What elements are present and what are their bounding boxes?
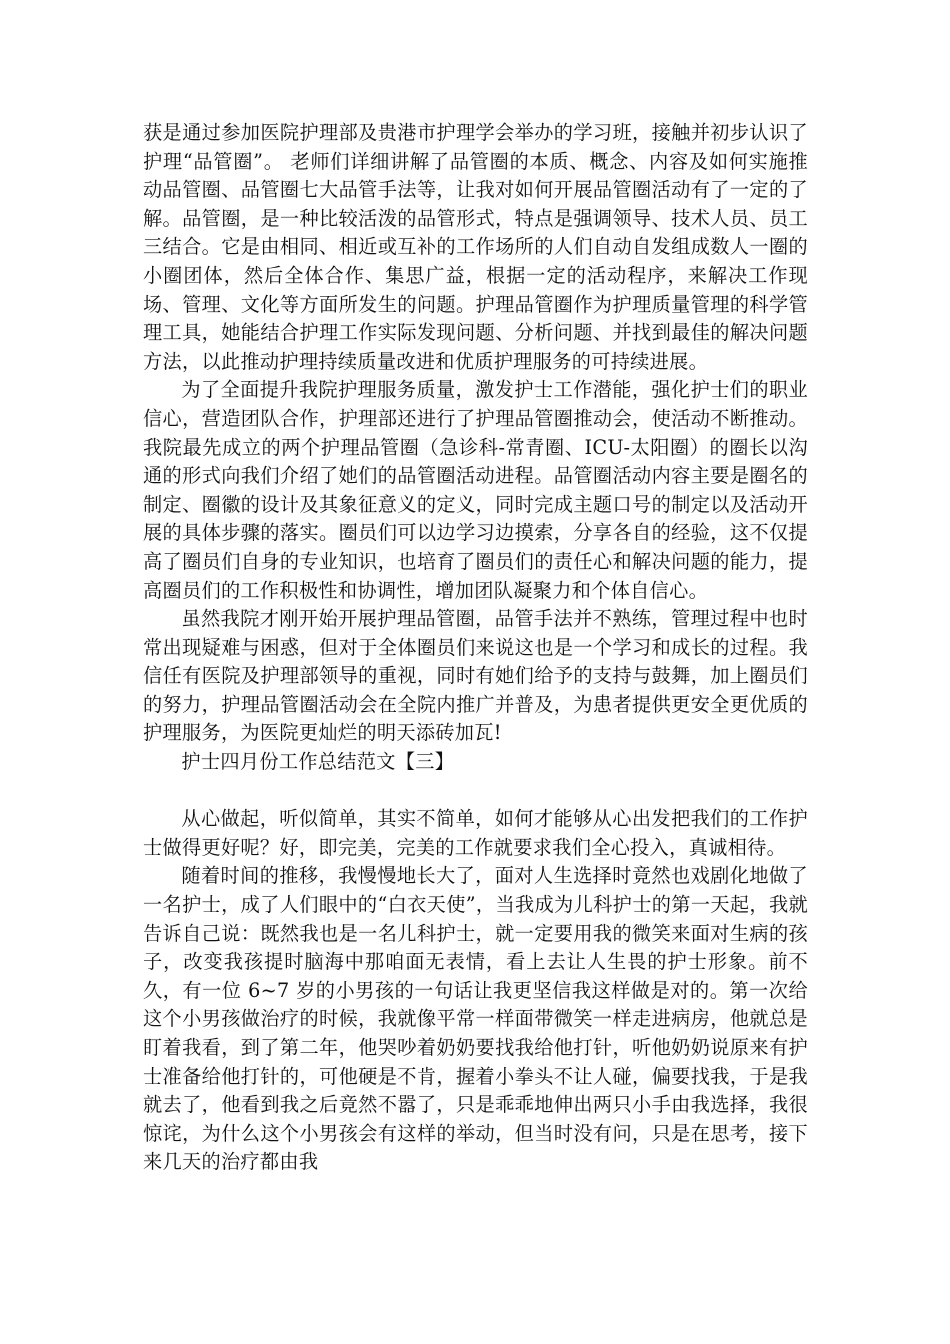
paragraph-5: 随着时间的推移，我慢慢地长大了，面对人生选择时竟然也戏剧化地做了一名护士，成了人们眼中的“白衣天使”，当我成为儿科护士的第一天起，我就告诉自己说：既然我也是一名儿科护士，就一定要用我的微笑来面对生病的孩子，改变我孩提时脑海中那咱面无表情，看上去让人生畏的护士形象。前不久，有一位 6~7 岁的小男孩的一句话让我更坚信我这样做是对的。第一次给这个小男孩做治疗的时候，我就像平常一样面带微笑一样走进病房，他就总是盯着我看，到了第二年，他哭吵着奶奶要找我给他打针，听他奶奶说原来有护士准备给他打针的，可他硬是不肯，握着小拳头不让人碰，偏要找我，于是我就去了，他看到我之后竟然不嚣了，只是乖乖地伸出两只小手由我选择，我很惊诧，为什么这个小男孩会有这样的举动，但当时没有问，只是在思考，接下来几天的治疗都由我 [143, 864, 808, 1174]
paragraph-4: 从心做起，听似简单，其实不简单，如何才能够从心出发把我们的工作护士做得更好呢？好，即完美，完美的工作就要求我们全心投入，真诚相待。 [143, 807, 808, 859]
section-heading: 护士四月份工作总结范文【三】 [181, 750, 455, 774]
document-page [143, 119, 808, 1177]
paragraph-3: 虽然我院才刚开始开展护理品管圈，品管手法并不熟练，管理过程中也时常出现疑难与困惑，但对于全体圈员们来说这也是一个学习和成长的过程。我信任有医院及护理部领导的重视，同时有她们给予的支持与鼓舞，加上圈员们的努力，护理品管圈活动会在全院内推广并普及，为患者提供更安全更优质的护理服务，为医院更灿烂的明天添砖加瓦! [143, 607, 808, 745]
blank-line [143, 777, 808, 806]
paragraph-2: 为了全面提升我院护理服务质量，激发护士工作潜能，强化护士们的职业信心，营造团队合作，护理部还进行了护理品管圈推动会，使活动不断推动。我院最先成立的两个护理品管圈（急诊科-常青圈、ICU-太阳圈）的圈长以沟通的形式向我们介绍了她们的品管圈活动进程。品管圈活动内容主要是圈名的制定、圈徽的设计及其象征意义的定义，同时完成主题口号的制定以及活动开展的具体步骤的落实。圈员们可以边学习边摸索，分享各自的经验，这不仅提高了圈员们自身的专业知识，也培育了圈员们的责任心和解决问题的能力，提高圈员们的工作积极性和协调性，增加团队凝聚力和个体自信心。 [143, 378, 808, 602]
paragraph-1: 获是通过参加医院护理部及贵港市护理学会举办的学习班，接触并初步认识了护理“品管圈”。 老师们详细讲解了品管圈的本质、概念、内容及如何实施推动品管圈、品管圈七大品管手法等，让我对如何开展品管圈活动有了一定的了解。品管圈，是一种比较活泼的品管形式，特点是强调领导、技术人员、员工三结合。它是由相同、相近或互补的工作场所的人们自动自发组成数人一圈的小圈团体，然后全体合作、集思广益，根据一定的活动程序，来解决工作现场、管理、文化等方面所发生的问题。护理品管圈作为护理质量管理的科学管理工具，她能结合护理工作实际发现问题、分析问题、并找到最佳的解决问题方法，以此推动护理持续质量改进和优质护理服务的可持续进展。 [143, 121, 808, 373]
